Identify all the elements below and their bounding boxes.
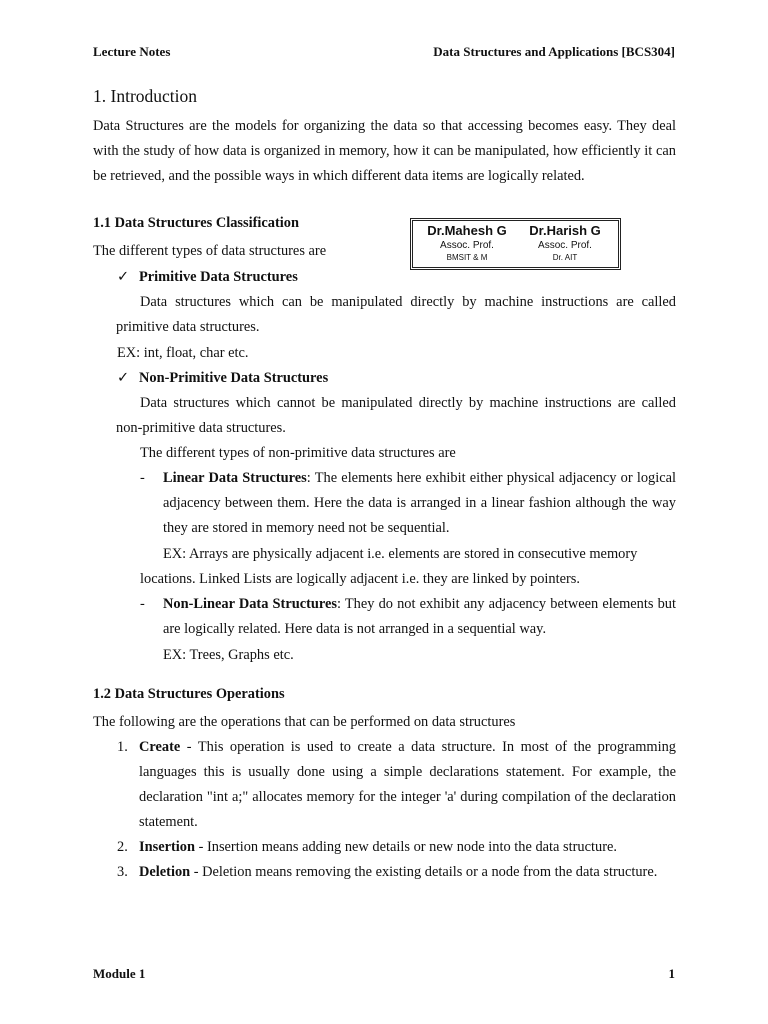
linear-bullet: - [140, 470, 145, 486]
non-linear-bullet: - [140, 596, 145, 612]
author-name: Dr.Mahesh G [427, 223, 507, 238]
operations-list [117, 735, 676, 885]
non-primitive-heading-label: Non-Primitive Data Structures [139, 370, 329, 386]
linear-term: Linear Data Structures [163, 470, 307, 486]
classification-lead: The different types of data structures are [93, 243, 327, 259]
list-item-body [139, 735, 676, 835]
linear-example-1: EX: Arrays are physically adjacent i.e. elements are stored in consecutive memory [163, 546, 638, 562]
primitive-example: EX: int, float, char etc. [117, 345, 249, 361]
author-card [515, 223, 615, 263]
primitive-heading [117, 265, 298, 290]
author-role: Assoc. Prof. [538, 240, 592, 251]
linear-text: : The elements here exhibit either physical adjacency or logical adjacency between them. Here the data is arranged in a linear fashion although the way they are stored in memory need not be sequential. [163, 470, 676, 536]
primitive-text: Data structures which can be manipulated directly by machine instructions are called primitive data structures. [116, 294, 676, 335]
author-name: Dr.Harish G [529, 223, 601, 238]
section-title: 1. Introduction [93, 86, 198, 106]
list-number: 2. [117, 839, 128, 855]
list-number: 3. [117, 864, 128, 880]
operation-term: Insertion [139, 839, 195, 855]
author-org: Dr. AIT [552, 253, 578, 262]
check-icon: ✓ [117, 269, 130, 285]
header-left: Lecture Notes [93, 44, 171, 59]
operation-term: Deletion [139, 864, 191, 880]
operation-term: Create [139, 739, 181, 755]
operation-text: - Deletion means removing the existing details or a node from the data structure. [190, 864, 658, 880]
list-item-body [139, 835, 676, 860]
operation-text: - Insertion means adding new details or new node into the data structure. [194, 839, 617, 855]
author-org: BMSIT & M [446, 253, 488, 262]
non-primitive-text: Data structures which cannot be manipulated directly by machine instructions are called non-primitive data structures. [116, 395, 676, 436]
non-primitive-lead: The different types of non-primitive data structures are [140, 445, 456, 461]
primitive-heading-label: Primitive Data Structures [139, 269, 298, 285]
list-item [117, 860, 676, 885]
author-role: Assoc. Prof. [440, 240, 494, 251]
author-badge [410, 218, 621, 270]
author-card [417, 223, 517, 263]
footer-left: Module 1 [93, 966, 146, 981]
operation-text: - This operation is used to create a data structure. In most of the programming languages this is usually done using a simple declarations statement. For example, the declaration "int a;" allocates memory for the integer 'a' during compilation of the declaration statement. [139, 739, 676, 830]
list-item [117, 835, 676, 860]
list-item-body [139, 860, 676, 885]
check-icon: ✓ [117, 370, 130, 386]
operations-heading: 1.2 Data Structures Operations [93, 686, 285, 702]
linear-item [163, 466, 676, 541]
classification-heading: 1.1 Data Structures Classification [93, 215, 299, 231]
intro-paragraph: Data Structures are the models for organizing the data so that accessing becomes easy. They deal with the study of how data is organized in memory, how it can be manipulated, how efficiently it can be retrieved, and the possible ways in which different data items are logically related. [93, 118, 676, 184]
header-right: Data Structures and Applications [BCS304] [433, 44, 675, 59]
non-linear-item [163, 592, 676, 642]
non-linear-term: Non-Linear Data Structures [163, 596, 338, 612]
list-number: 1. [117, 739, 128, 755]
linear-example-2: locations. Linked Lists are logically adjacent i.e. they are linked by pointers. [140, 571, 580, 587]
non-linear-text: : They do not exhibit any adjacency between elements but are logically related. Here data is not arranged in a sequential way. [163, 596, 676, 637]
list-item [117, 735, 676, 835]
operations-lead: The following are the operations that can be performed on data structures [93, 714, 516, 730]
page-number: 1 [668, 966, 675, 981]
non-linear-example: EX: Trees, Graphs etc. [163, 647, 294, 663]
non-primitive-heading [117, 366, 328, 391]
